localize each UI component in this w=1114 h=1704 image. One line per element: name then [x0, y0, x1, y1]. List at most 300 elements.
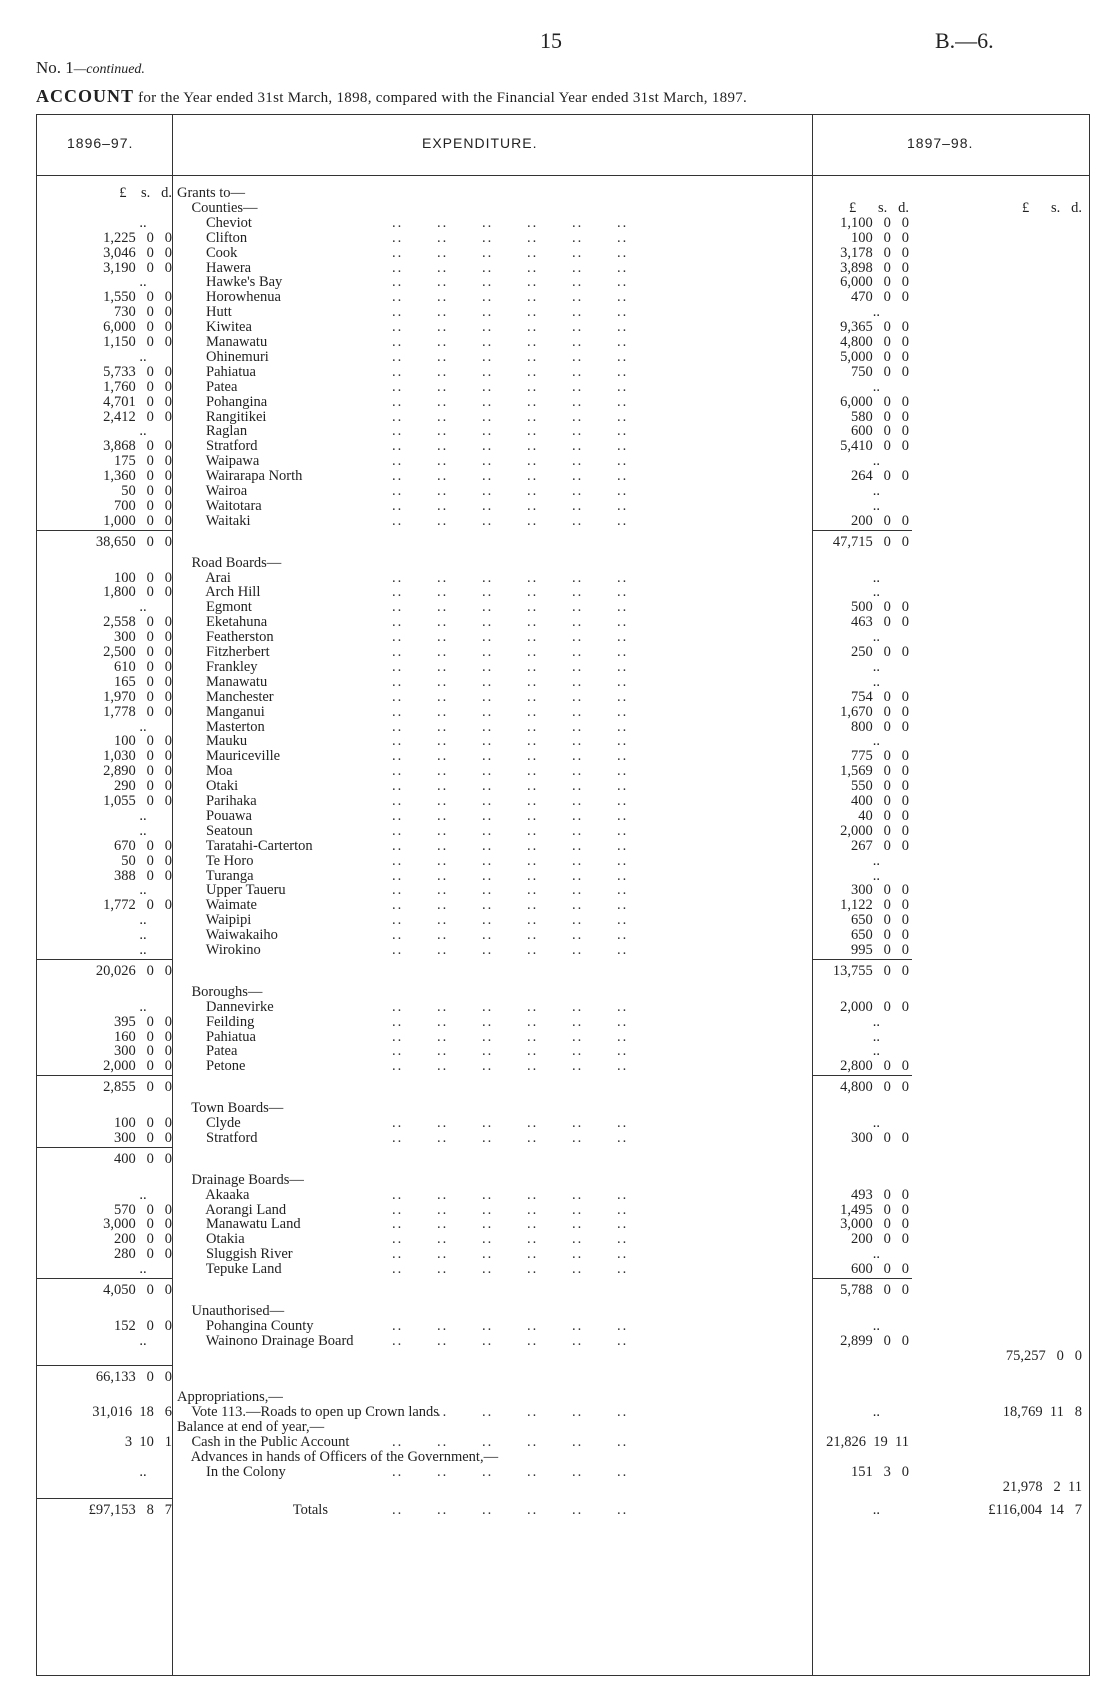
ledger-row — [37, 453, 1089, 469]
amount-1896-97: .. — [139, 942, 172, 958]
leader-dots: .. .. .. .. .. .. — [392, 897, 629, 914]
ledger-row — [37, 1058, 1089, 1074]
ledger-row — [37, 364, 1089, 380]
amount-1896-97: 300 0 0 — [114, 1043, 172, 1060]
leader-dots: .. .. .. .. .. .. — [392, 733, 629, 750]
ledger-row — [37, 1151, 1089, 1167]
leader-dots: .. .. .. .. .. .. — [392, 912, 629, 929]
account-table — [36, 114, 1090, 1676]
leader-dots: .. .. .. .. .. .. — [392, 852, 629, 869]
item-label: Akaaka — [177, 1186, 250, 1203]
leader-dots: .. .. .. .. .. .. — [392, 882, 629, 899]
item-label: Vote 113.—Roads to open up Crown lands — [177, 1404, 439, 1421]
subtotal-rule — [812, 959, 912, 960]
leader-dots: .. .. .. .. .. .. — [392, 1186, 629, 1203]
subtotal-rule — [37, 959, 172, 960]
amount-1897-98: 250 0 0 — [851, 644, 909, 660]
ledger-row — [37, 1043, 1089, 1059]
item-label: Advances in hands of Officers of the Government,— — [177, 1449, 499, 1465]
leader-dots: .. .. .. .. .. .. — [392, 244, 629, 261]
leader-dots: .. .. .. .. .. .. — [392, 584, 629, 601]
amount-1896-97: .. — [139, 1332, 172, 1349]
item-label: Masterton — [177, 718, 265, 735]
header-1897-98: 1897–98. — [907, 135, 974, 151]
ledger-row — [37, 674, 1089, 690]
amount-1897-98: 300 0 0 — [851, 1129, 909, 1146]
amount-1896-97: 2,890 0 0 — [103, 763, 172, 780]
amount-1896-97: 6,000 0 0 — [103, 319, 172, 336]
amount-1897-98: 5,000 0 0 — [840, 348, 909, 365]
amount-1896-97: 1,778 0 0 — [103, 703, 172, 720]
ledger-row — [37, 200, 1089, 216]
amount-1896-97: .. — [139, 822, 172, 839]
amount-1897-98: .. — [872, 673, 909, 690]
leader-dots: .. .. .. .. .. .. — [392, 1246, 629, 1263]
amount-1896-97: 280 0 0 — [114, 1246, 172, 1263]
amount-1896-97: 175 0 0 — [114, 453, 172, 470]
ledger-row — [37, 379, 1089, 395]
leader-dots: .. .. .. .. .. .. — [392, 1058, 629, 1075]
amount-1897-98-total: £116,004 14 7 — [988, 1501, 1082, 1518]
item-label: Waitaki — [177, 512, 251, 529]
ledger-row — [37, 1303, 1089, 1319]
page-title — [36, 86, 747, 107]
amount-1897-98: 47,715 0 0 — [832, 533, 909, 550]
amount-1897-98: 1,569 0 0 — [840, 763, 909, 780]
amount-1897-98: 3,898 0 0 — [840, 259, 909, 276]
leader-dots: .. .. .. .. .. .. — [392, 599, 629, 616]
amount-1897-98: 2,000 0 0 — [840, 998, 909, 1015]
ledger-row — [37, 289, 1089, 305]
amount-1896-97: 3,000 0 0 — [103, 1216, 172, 1233]
ledger-row — [37, 1333, 1089, 1349]
ledger-row — [37, 763, 1089, 779]
ledger-row — [37, 659, 1089, 675]
continued-word: —continued. — [73, 62, 145, 77]
amount-1896-97: .. — [139, 423, 172, 440]
leader-dots: .. .. .. .. .. .. — [392, 1043, 629, 1060]
amount-1897-98-total: 75,257 0 0 — [1005, 1347, 1082, 1364]
leader-dots: .. .. .. .. .. .. — [392, 483, 629, 499]
leader-dots: .. .. .. .. .. .. — [392, 423, 629, 440]
item-label: Upper Taueru — [177, 882, 286, 899]
item-label: Hawke's Bay — [177, 274, 283, 291]
leader-dots: .. .. .. .. .. .. — [392, 1201, 629, 1218]
amount-1897-98: .. — [872, 497, 909, 514]
amount-1897-98: 151 3 0 — [851, 1463, 909, 1480]
item-label: Cash in the Public Account — [177, 1434, 350, 1451]
amount-1897-98: 6,000 0 0 — [840, 393, 909, 410]
item-label: Moa — [177, 763, 233, 780]
amount-1896-97: 4,050 0 0 — [103, 1282, 172, 1298]
leader-dots: .. .. .. .. .. .. — [392, 644, 629, 660]
leader-dots: .. .. .. .. .. .. — [392, 822, 629, 839]
amount-1896-97: 3 10 1 — [124, 1434, 172, 1451]
ledger-row — [37, 513, 1089, 529]
item-label: Waipipi — [177, 912, 252, 929]
item-label: Mauku — [177, 733, 248, 750]
ledger-row — [37, 704, 1089, 720]
item-label: Waipawa — [177, 453, 260, 470]
amount-1896-97: 2,558 0 0 — [103, 614, 172, 631]
amount-1897-98: .. — [872, 1115, 909, 1131]
ledger-row — [37, 1318, 1089, 1334]
amount-1897-98: 400 0 0 — [851, 793, 909, 809]
amount-1896-97: 2,500 0 0 — [103, 644, 172, 660]
amount-1897-98: 6,000 0 0 — [840, 274, 909, 291]
item-label: Fitzherbert — [177, 644, 270, 660]
item-label: Waitotara — [177, 497, 262, 514]
amount-1896-97: 2,412 0 0 — [103, 408, 172, 425]
amount-1896-97: 1,772 0 0 — [103, 897, 172, 914]
leader-dots: .. .. .. .. .. .. — [392, 614, 629, 631]
ledger-row — [37, 823, 1089, 839]
ledger-row — [37, 468, 1089, 484]
ledger-row — [37, 304, 1089, 320]
amount-1897-98: 40 0 0 — [858, 807, 909, 824]
ledger-row — [37, 644, 1089, 660]
leader-dots: .. .. .. .. .. .. — [392, 229, 629, 246]
subtotal-rule — [812, 530, 912, 531]
ledger-row — [37, 394, 1089, 410]
amount-1896-97: 3,868 0 0 — [103, 438, 172, 455]
amount-1896-97: £97,153 8 7 — [88, 1501, 172, 1518]
amount-1896-97: 1,225 0 0 — [103, 229, 172, 246]
amount-1897-98: 463 0 0 — [851, 614, 909, 631]
ledger-row — [37, 1502, 1089, 1518]
leader-dots: .. .. .. .. .. .. — [392, 807, 629, 824]
amount-1896-97: 388 0 0 — [114, 867, 172, 884]
ledger-row — [37, 1079, 1089, 1095]
amount-1897-98: .. — [872, 1028, 909, 1045]
ledger-row — [37, 555, 1089, 571]
item-label: Rangitikei — [177, 408, 267, 425]
amount-1896-97: 100 0 0 — [114, 569, 172, 586]
item-label: Feilding — [177, 1013, 255, 1030]
amount-1897-98: 600 0 0 — [851, 423, 909, 440]
ledger-row — [37, 882, 1089, 898]
item-label: Manawatu — [177, 334, 268, 350]
amount-1896-97: .. — [139, 927, 172, 944]
amount-1897-98: 2,899 0 0 — [840, 1332, 909, 1349]
item-label: Arch Hill — [177, 584, 261, 601]
amount-1896-97: .. — [139, 718, 172, 735]
ledger-row — [37, 999, 1089, 1015]
amount-1897-98: 4,800 0 0 — [840, 334, 909, 350]
item-label: Seatoun — [177, 822, 253, 839]
item-label: Patea — [177, 378, 238, 395]
leader-dots: .. .. .. .. .. .. — [392, 658, 629, 675]
leader-dots: .. .. .. .. .. .. — [392, 867, 629, 884]
item-label: Pahiatua — [177, 363, 256, 380]
leader-dots: .. .. .. .. .. .. — [392, 348, 629, 365]
amount-1896-97: 165 0 0 — [114, 673, 172, 690]
amount-1896-97: 395 0 0 — [114, 1013, 172, 1030]
item-label: Ohinemuri — [177, 348, 269, 365]
amount-1897-98: 264 0 0 — [851, 468, 909, 485]
amount-1896-97: 1,000 0 0 — [103, 512, 172, 529]
ledger-row — [37, 808, 1089, 824]
ledger-row — [37, 1261, 1089, 1277]
amount-1896-97: 1,150 0 0 — [103, 334, 172, 350]
ledger-row — [37, 1419, 1089, 1435]
ledger-row — [37, 274, 1089, 290]
amount-1897-98: .. — [872, 453, 909, 470]
amount-1896-97: 610 0 0 — [114, 658, 172, 675]
item-label: Kiwitea — [177, 319, 252, 336]
leader-dots: .. .. .. .. .. .. — [392, 1404, 629, 1421]
amount-1897-98: 470 0 0 — [851, 289, 909, 306]
leader-dots: .. .. .. .. .. .. — [392, 1115, 629, 1131]
ledger-row — [37, 245, 1089, 261]
item-label: Dannevirke — [177, 998, 274, 1015]
leader-dots: .. .. .. .. .. .. — [392, 763, 629, 780]
ledger-row — [37, 1389, 1089, 1405]
subtotal-rule — [37, 1147, 172, 1148]
ledger-row — [37, 1369, 1089, 1385]
ledger-row — [37, 423, 1089, 439]
amount-1896-97: .. — [139, 882, 172, 899]
ledger-row — [37, 1115, 1089, 1131]
amount-1896-97: 400 0 0 — [114, 1150, 172, 1167]
leader-dots: .. .. .. .. .. .. — [392, 793, 629, 809]
leader-dots: .. .. .. .. .. .. — [392, 837, 629, 854]
item-label: Stratford — [177, 1129, 258, 1146]
leader-dots: .. .. .. .. .. .. — [392, 468, 629, 485]
subtotal-rule — [812, 1278, 912, 1279]
leader-dots: .. .. .. .. .. .. — [392, 718, 629, 735]
amount-1897-98-total: 21,978 2 11 — [1002, 1478, 1082, 1495]
ledger-row — [37, 260, 1089, 276]
ledger-row — [37, 1231, 1089, 1247]
amount-1896-97: 20,026 0 0 — [95, 962, 172, 979]
item-label: Road Boards— — [177, 554, 282, 571]
amount-1897-98: 2,800 0 0 — [840, 1058, 909, 1075]
amount-1896-97: .. — [139, 1261, 172, 1278]
leader-dots: .. .. .. .. .. .. — [392, 1028, 629, 1045]
leader-dots: .. .. .. .. .. .. — [392, 393, 629, 410]
continued-label — [36, 58, 145, 78]
leader-dots: .. .. .. .. .. .. — [392, 259, 629, 276]
leader-dots: .. .. .. .. .. .. — [392, 1434, 629, 1451]
ledger-row — [37, 409, 1089, 425]
item-label: Egmont — [177, 599, 252, 616]
amount-1896-97: 38,650 0 0 — [95, 533, 172, 550]
amount-1896-97: .. — [139, 998, 172, 1015]
ledger-row — [37, 1449, 1089, 1465]
amount-1897-98: 267 0 0 — [851, 837, 909, 854]
ledger-row — [37, 614, 1089, 630]
ledger-row — [37, 334, 1089, 350]
header-divider — [37, 175, 1089, 176]
leader-dots: .. .. .. .. .. .. — [392, 438, 629, 455]
amount-1896-97: £ s. d. — [119, 185, 172, 201]
item-label: Unauthorised— — [177, 1302, 285, 1319]
item-label: In the Colony — [177, 1463, 286, 1480]
continued-number: No. 1 — [36, 58, 74, 77]
amount-1896-97: 1,760 0 0 — [103, 378, 172, 395]
ledger-row — [37, 483, 1089, 499]
amount-1896-97: 4,701 0 0 — [103, 393, 172, 410]
amount-1897-98: .. — [872, 378, 909, 395]
leader-dots: .. .. .. .. .. .. — [392, 748, 629, 765]
amount-1897-98: 493 0 0 — [851, 1186, 909, 1203]
amount-1896-97: 66,133 0 0 — [95, 1368, 172, 1385]
leader-dots: .. .. .. .. .. .. — [392, 569, 629, 586]
ledger-row — [37, 984, 1089, 1000]
amount-1897-98: .. — [872, 1317, 909, 1334]
page-number: 15 — [540, 28, 562, 53]
amount-1897-98: 995 0 0 — [851, 942, 909, 958]
ledger-row — [37, 1029, 1089, 1045]
amount-1897-98: .. — [872, 1501, 909, 1518]
amount-1896-97: 160 0 0 — [114, 1028, 172, 1045]
amount-1897-98: .. — [872, 1043, 909, 1060]
item-label: Cheviot — [177, 214, 252, 231]
leader-dots: .. .. .. .. .. .. — [392, 778, 629, 795]
leader-dots: .. .. .. .. .. .. — [392, 274, 629, 291]
amount-1896-97: .. — [139, 912, 172, 929]
item-label: Aorangi Land — [177, 1201, 287, 1218]
amount-1897-98: 3,000 0 0 — [840, 1216, 909, 1233]
item-label: Mauriceville — [177, 748, 281, 765]
leader-dots: .. .. .. .. .. .. — [392, 319, 629, 336]
amount-1897-98: .. — [872, 852, 909, 869]
amount-1896-97: .. — [139, 348, 172, 365]
subtotal-rule — [37, 1365, 172, 1366]
leader-dots: .. .. .. .. .. .. — [392, 363, 629, 380]
ledger-row — [37, 897, 1089, 913]
ledger-row — [37, 1172, 1089, 1188]
ledger-row — [37, 838, 1089, 854]
amount-1896-97: 1,550 0 0 — [103, 289, 172, 306]
amount-1896-97: 290 0 0 — [114, 778, 172, 795]
item-label: Eketahuna — [177, 614, 268, 631]
item-label: Waiwakaiho — [177, 927, 278, 944]
amount-1896-97: 200 0 0 — [114, 1231, 172, 1248]
item-label: Hawera — [177, 259, 252, 276]
amount-1896-97: 50 0 0 — [121, 852, 172, 869]
ledger-row — [37, 185, 1089, 201]
ledger-row — [37, 1348, 1089, 1364]
ledger-row — [37, 1282, 1089, 1298]
amount-1897-98: 800 0 0 — [851, 718, 909, 735]
amount-1896-97: 1,055 0 0 — [103, 793, 172, 809]
item-label: Wirokino — [177, 942, 261, 958]
item-label: Grants to— — [177, 185, 246, 201]
ledger-row — [37, 1464, 1089, 1480]
leader-dots: .. .. .. .. .. .. — [392, 453, 629, 470]
amount-1896-97: 670 0 0 — [114, 837, 172, 854]
amount-1897-98: 21,826 19 11 — [826, 1434, 909, 1451]
amount-1897-98: 650 0 0 — [851, 912, 909, 929]
item-label: Waimate — [177, 897, 257, 914]
item-label: Manawatu — [177, 673, 268, 690]
ledger-row — [37, 1014, 1089, 1030]
ledger-row — [37, 1187, 1089, 1203]
ledger-row — [37, 349, 1089, 365]
amount-1896-97: .. — [139, 1186, 172, 1203]
amount-1897-98: 200 0 0 — [851, 512, 909, 529]
amount-1897-98: 200 0 0 — [851, 1231, 909, 1248]
ledger-row — [37, 319, 1089, 335]
amount-1896-97: 31,016 18 6 — [92, 1404, 172, 1421]
item-label: Te Horo — [177, 852, 254, 869]
ledger-row — [37, 719, 1089, 735]
amount-1897-98: .. — [872, 629, 909, 646]
ledger-row — [37, 1100, 1089, 1116]
leader-dots: .. .. .. .. .. .. — [392, 703, 629, 720]
amount-1897-98: .. — [872, 1404, 909, 1421]
subtotal-rule — [37, 1075, 172, 1076]
item-label: Raglan — [177, 423, 248, 440]
ledger-row — [37, 599, 1089, 615]
leader-dots: .. .. .. .. .. .. — [392, 629, 629, 646]
ledger-row — [37, 868, 1089, 884]
item-label: Petone — [177, 1058, 246, 1075]
amount-1897-98-total: £ s. d. — [1021, 199, 1082, 216]
amount-1896-97: .. — [139, 1463, 172, 1480]
ledger-row — [37, 748, 1089, 764]
amount-1896-97: 300 0 0 — [114, 1129, 172, 1146]
amount-1896-97: 730 0 0 — [114, 304, 172, 321]
amount-1896-97: 2,000 0 0 — [103, 1058, 172, 1075]
header-1896-97: 1896–97. — [67, 135, 134, 151]
ledger-row — [37, 584, 1089, 600]
ledger-row — [37, 534, 1089, 550]
amount-1897-98: .. — [872, 569, 909, 586]
item-label: Manganui — [177, 703, 265, 720]
amount-1897-98: 550 0 0 — [851, 778, 909, 795]
item-label: Clifton — [177, 229, 248, 246]
amount-1896-97: 3,046 0 0 — [103, 244, 172, 261]
amount-1897-98: 1,670 0 0 — [840, 703, 909, 720]
amount-1896-97: 570 0 0 — [114, 1201, 172, 1218]
amount-1896-97: 2,855 0 0 — [103, 1079, 172, 1096]
amount-1897-98: .. — [872, 304, 909, 321]
ledger-row — [37, 912, 1089, 928]
item-label: Otakia — [177, 1231, 245, 1248]
amount-1896-97: 152 0 0 — [114, 1317, 172, 1334]
item-label: Manchester — [177, 688, 274, 705]
amount-1897-98: 4,800 0 0 — [840, 1079, 909, 1096]
item-label: Counties— — [177, 199, 258, 216]
item-label: Stratford — [177, 438, 258, 455]
ledger-row — [37, 689, 1089, 705]
ledger-row — [37, 1246, 1089, 1262]
amount-1897-98: 2,000 0 0 — [840, 822, 909, 839]
subtotal-rule — [37, 1278, 172, 1279]
item-label: Pouawa — [177, 807, 252, 824]
amount-1897-98: £ s. d. — [848, 199, 909, 216]
item-label: Taratahi-Carterton — [177, 837, 313, 854]
ledger-row — [37, 778, 1089, 794]
leader-dots: .. .. .. .. .. .. — [392, 1231, 629, 1248]
item-label: Boroughs— — [177, 983, 263, 1000]
item-label: Appropriations,— — [177, 1389, 283, 1406]
amount-1897-98: .. — [872, 483, 909, 499]
amount-1896-97: 1,030 0 0 — [103, 748, 172, 765]
ledger-row — [37, 498, 1089, 514]
amount-1897-98-total: 18,769 11 8 — [1002, 1404, 1082, 1421]
leader-dots: .. .. .. .. .. .. — [392, 334, 629, 350]
header-expenditure: EXPENDITURE. — [422, 135, 538, 151]
amount-1897-98: .. — [872, 867, 909, 884]
subtotal-rule — [812, 1075, 912, 1076]
item-label: Featherston — [177, 629, 274, 646]
ledger-row — [37, 1434, 1089, 1450]
item-label: Town Boards— — [177, 1100, 284, 1117]
